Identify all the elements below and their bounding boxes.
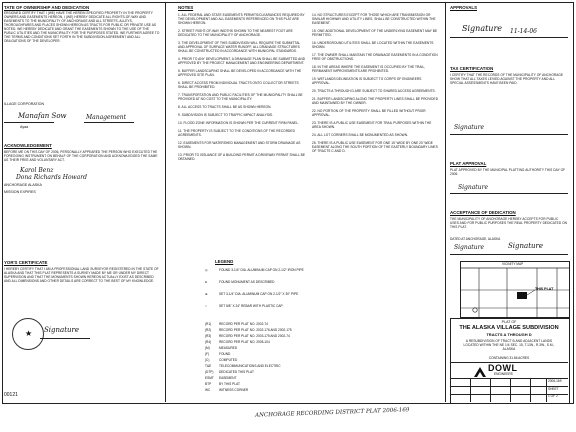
vicinity-map: [460, 261, 570, 318]
approval-signature-line: [450, 37, 568, 38]
vicinity-map-label: VICINITY MAP: [502, 262, 524, 266]
tax-signature: Signature: [454, 124, 485, 131]
legend-code: (R3): [205, 334, 212, 338]
tracts-label: TRACTS A THROUGH D: [486, 332, 532, 337]
legend-item: EASEMENT: [219, 376, 237, 380]
legend-symbol-found-cap: ◎: [205, 268, 208, 272]
legend-item: DEDICATED THIS PLAT: [219, 370, 254, 374]
legend-item: RECORD PER PLAT NO. 2005-104: [219, 340, 270, 344]
ownership-heading: TATE OF OWNERSHIP AND DEDICATION: [4, 5, 90, 10]
owner-signature-2: Management: [86, 114, 127, 121]
legend-symbol-found-monument: ●: [205, 280, 207, 284]
legend-list: [205, 268, 345, 398]
legend-code: WC: [205, 388, 211, 392]
approval-signature: Signature: [462, 24, 503, 33]
subdivision-title: THE ALASKA VILLAGE SUBDIVISION: [459, 325, 559, 331]
plat-approval-heading: PLAT APPROVAL: [450, 161, 487, 166]
legend-item: WITNESS CORNER: [219, 388, 249, 392]
legend-item: BY THIS PLAT: [219, 382, 240, 386]
plat-of: PLAT OF: [501, 320, 517, 324]
dowl-logo-icon: [474, 364, 486, 374]
legend-item: RECORD PER PLAT NO. 2003-175 AND 2002-74: [219, 334, 290, 338]
surveyor-signature: Signature: [44, 326, 80, 334]
notary-signature: Karol Benz: [20, 167, 54, 174]
owner-name: Ayaa: [20, 125, 29, 129]
legend-item: SET 3-1/4" DIA. ALUMINUM CAP ON 2-1/2" X 30" PIPE: [219, 292, 299, 296]
legend-item: SET 5/8" X 24" REBAR WITH PLASTIC CAP: [219, 304, 283, 308]
notes-column-1: 1. ALL FEDERAL AND STATE EASEMENTS PERMITS/CLEARANCES REQUIRED BY THE DEVELOPMENT AND ALL EASEMENTS REFERENCED ON THIS PLAT ARE SHOWN HEREON. 2. STREET RIGHT-OF-WAY WIDTHS SHOWN TO THE NEAREST FOOT ARE DEDICATED TO THE MUNICIPALITY OF ANCHORAGE. 3. THE DEVELOPMENT OF THIS SUBDIVISION WILL REQUIRE THE SUBMITTAL AND APPROVAL OF SURFACE WATER RUNOFF, ALL DRAINAGE STRUCTURES SHALL BE CONSTRUCTED IN ACCORDANCE WITH MUNICIPAL STANDARDS. 4. PRIOR TO ANY DEVELOPMENT, A DRAINAGE PLAN SHALL BE SUBMITTED AND APPROVED BY THE PROJECT MANAGEMENT AND ENGINEERING DEPARTMENT. 5. BUFFER LANDSCAPING SHALL BE DEVELOPED IN ACCORDANCE WITH THE APPROVED SITE PLAN. 6. DIRECT ACCESS FROM INDIVIDUAL TRACTS ONTO COLLECTOR STREETS SHALL BE PROHIBITED. 7. TRANSPORTATION AND PUBLIC FACILITIES OF THE MUNICIPALITY SHALL BE PROVIDED AT NO COST TO THE MUNICIPALITY. 8. ALL ACCESS TO TRACTS SHALL BE AS SHOWN HEREON. 9. SUBDIVISION IS SUBJECT TO TRAFFIC IMPACT ANALYSIS. 10. FLOOD ZONE INFORMATION IS SHOWN PER THE CURRENT FIRM PANEL. 11. THE PROPERTY IS SUBJECT TO THE CONDITIONS OF THE RECORDED AGREEMENTS. 12. EASEMENTS FOR WATERSHED MANAGEMENT AND STORM DRAINAGE AS SHOWN. 13. PRIOR TO ISSUANCE OF A BUILDING PERMIT A DRIVEWAY PERMIT SHALL BE OBTAINED.: [178, 13, 306, 161]
legend-item: RECORD PER PLAT NO. 2002-176 AND 2002-175: [219, 328, 292, 332]
legend-item: MEASURED: [219, 346, 238, 350]
column-divider-right: [445, 2, 446, 402]
acceptance-signature-line: [450, 254, 568, 255]
commission-expiry: MISSION EXPIRES: [4, 190, 36, 194]
legend-code: (R4): [205, 340, 212, 344]
legend-code: BTP: [205, 382, 212, 386]
owner-signature: Manafan Sow: [18, 112, 67, 120]
subdivision-description: A RESUBDIVISION OF TRACT B AND ADJACENT LANDS LOCATED WITHIN THE NE 1/4 SEC. 15, T.13N., R.3W., S.M., ALASKA: [463, 339, 556, 351]
surveyor-seal: ★: [12, 318, 44, 350]
column-divider-left: [165, 2, 166, 402]
acceptance-text: THE MUNICIPALITY OF ANCHORAGE HEREBY ACCEPTS FOR PUBLIC USES AND FOR PUBLIC PURPOSES THE REAL PROPERTY DEDICATED ON THIS PLAT.: [450, 217, 568, 229]
sheet-value: 1 OF 2: [548, 394, 558, 398]
acceptance-signature-2: Signature: [508, 242, 544, 250]
legend-symbol-set-rebar: ○: [205, 304, 207, 308]
notes-heading: NOTES: [178, 5, 194, 10]
signature-line-2: [84, 122, 134, 123]
legend-code: (R1): [205, 322, 212, 326]
signature-line-1: [4, 122, 54, 123]
legend-item: COMPUTED: [219, 358, 238, 362]
legend-item: FOUND: [219, 352, 231, 356]
approval-date-handwritten: 11-14-06: [510, 28, 537, 35]
notes-column-2: 14. NO STRUCTURES EXCEPT FOR THOSE WHICH ARE TRANSMISSION OR SIMILAR HIGHWAY AND UTILITY LINES, SHALL BE CONSTRUCTED WITHIN THE EASEMENT. 15. ONE ADDITIONAL DEVELOPMENT OF THE UNDERLYING EASEMENT MAY BE PERMITTED. 16. UNDERGROUND UTILITIES SHALL BE LOCATED WITHIN THE EASEMENTS SHOWN. 17. THE OWNER SHALL MAINTAIN THE DRAINAGE EASEMENTS IN A CONDITION FREE OF OBSTRUCTIONS. 18. IN THE AREAS WHERE THE EASEMENT IS OCCUPIED BY THE TRAIL, PERMANENT IMPROVEMENTS ARE PROHIBITED. 19. WETLANDS DELINEATION IS SUBJECT TO CORPS OF ENGINEERS APPROVAL. 20. TRACTS A THROUGH D ARE SUBJECT TO SHARED ACCESS AGREEMENTS. 21. BUFFER LANDSCAPING ALONG THE PROPERTY LINES SHALL BE PROVIDED AND MAINTAINED BY THE OWNER. 22. NO PORTION OF THE PROPERTY SHALL BE FILLED WITHOUT PRIOR APPROVAL. 23. THERE IS A PUBLIC USE EASEMENT FOR TRAIL PURPOSES WITHIN THE AREA SHOWN. 24. ALL LOT CORNERS SHALL BE MONUMENTED AS SHOWN. 25. THERE IS A PUBLIC USE EASEMENT FOR ONE 15' WIDE BY ONE 20' WIDE EASEMENT ALONG THE SOUTH PORTION OF THE EASTERLY BOUNDARY LINES OF TRACTS C AND D.: [312, 13, 439, 153]
containing-acres: CONTAINING 31.86 ACRES: [488, 356, 530, 360]
legend-code: (C): [205, 358, 210, 362]
legend-code: (R2): [205, 328, 212, 332]
legend-symbol-set-cap: ⊕: [205, 292, 208, 296]
approvals-heading: APPROVALS: [450, 5, 477, 10]
surveyor-text: I HEREBY CERTIFY THAT I AM A PROFESSIONAL LAND SURVEYOR REGISTERED IN THE STATE OF ALASKA AND THAT THIS PLAT REPRESENTS A SURVEY MADE BY ME OR UNDER MY DIRECT SUPERVISION AND THAT THE MONUMENTS SHOWN HEREON ACTUALLY EXIST AS DESCRIBED AND ALL DIMENSIONS AND OTHER DETAILS ARE CORRECT TO THE BEST OF MY KNOWLEDGE.: [4, 267, 160, 283]
surveyor-heading: YOR'S CERTIFICATE: [4, 260, 48, 265]
legend-item: TELECOMMUNICATIONS AND ELECTRIC: [219, 364, 281, 368]
acknowledgement-location: ANCHORAGE ALASKA: [4, 183, 42, 187]
site-label: THIS PLAT: [535, 287, 554, 291]
plat-approval-signature: Signature: [458, 184, 489, 191]
owner-label: ILLAGE CORPORATION: [4, 102, 45, 106]
sheet-tag: 00121: [4, 392, 18, 398]
acceptance-location: DATED AT ANCHORAGE, ALASKA: [450, 237, 501, 241]
ownership-text: ERSIGNED CERTIFY THAT I (WE) HAVE THE HEREIN SPECIFIED PROPERTY IN THE PROPERTY OWNERS AND EASEMENTS HEREON, I (WE) HEREBY DEDICATE ALL RIGHTS-OF-WAY AND EASEMENTS TO THE MUNICIPALITY OF ANCHORAGE AND ALL STREETS, ALLEYS, THOROUGHFARES AND PLACES SHOWN HEREON AS TRACTS FOR PUBLIC OR PRIVATE USE AS NOTED. WE HEREBY DEDICATE AND GRANT THE EASEMENTS SHOWN TO THE USE OF THE PUBLIC UTILITIES AND THE MUNICIPALITY FOR THE PURPOSES STATED. WE FURTHER AGREE TO THE TERMS AND CONDITIONS SET FORTH IN THE SUBDIVISION AGREEMENT AND ALL OBLIGATIONS OF THE DEVELOPER.: [4, 11, 161, 43]
acknowledgement-heading: ACKNOWLEDGEMENT: [4, 143, 52, 148]
legend-code: (F): [205, 352, 210, 356]
acceptance-signature: Signature: [454, 244, 485, 251]
legend-item: FOUND 3-1/4" DIA. ALUMINUM CAP ON 2-1/2" IRON PIPE: [219, 268, 304, 272]
legend-code: (DTP): [205, 370, 214, 374]
tax-heading: TAX CERTIFICATION: [450, 66, 494, 71]
signature-line-3: [40, 338, 90, 339]
recording-stamp: ANCHORAGE RECORDING DISTRICT PLAT 2006-169: [254, 407, 410, 419]
plat-approval-text: PLAT APPROVED BY THE MUNICIPAL PLATTING AUTHORITY THIS DAY OF 2006.: [450, 168, 567, 176]
tax-signature-line: [450, 134, 568, 135]
plat-approval-line: [450, 193, 568, 194]
acceptance-heading: ACCEPTANCE OF DEDICATION: [450, 210, 516, 215]
firm-name: DOWL: [488, 363, 518, 373]
legend-heading: LEGEND: [215, 259, 234, 264]
plat-number: 2006-169: [548, 379, 562, 383]
firm-subtitle: ENGINEERS: [494, 372, 513, 376]
tax-text: I CERTIFY THAT THE RECORDS OF THE MUNICIPALITY OF ANCHORAGE SHOW THAT ALL TAXES LEVIED AGAINST THE PROPERTY AND ALL SPECIAL ASSESSMENTS HAVE BEEN PAID.: [450, 73, 565, 85]
sheet-label: SHEET: [548, 387, 559, 391]
acknowledgement-text: BEFORE ME ON THIS DAY OF 2006, PERSONALLY APPEARED THE PERSON WHO EXECUTED THE FOREGOING INSTRUMENT ON BEHALF OF THE CORPORATION AND ACKNOWLEDGED THE SAME AS THEIR FREE AND VOLUNTARY ACT.: [4, 150, 159, 162]
legend-item: FOUND MONUMENT AS DESCRIBED: [219, 280, 275, 284]
notary-signature-2: Dona Richards Howard: [16, 174, 87, 181]
legend-code: (M): [205, 346, 210, 350]
legend-item: RECORD PER PLAT NO. 2002-74: [219, 322, 268, 326]
legend-code: T&E: [205, 364, 212, 368]
legend-code: ESMT: [205, 376, 214, 380]
